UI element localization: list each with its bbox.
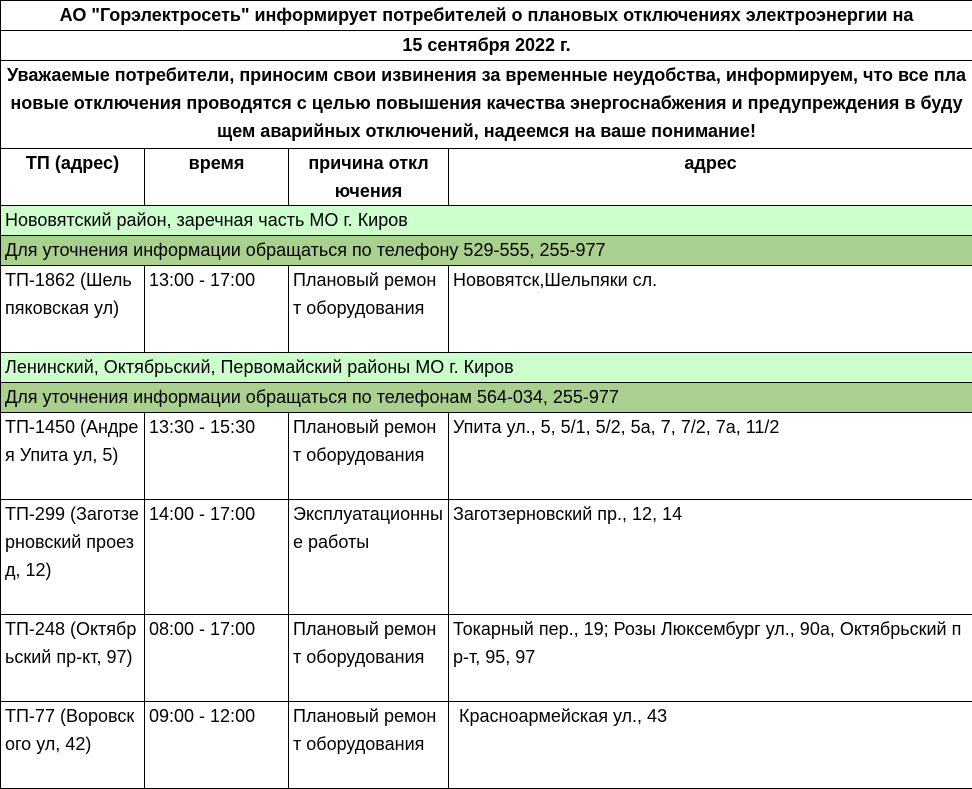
column-header-reason: причина отключения xyxy=(289,149,449,206)
apology-notice: Уважаемые потребители, приносим свои извинения за временные неудобства, информируем, что все плановые отключения проводятся с целью повышения качества энергоснабжения и предупреждения в будущем аварийных отключений, надеемся на ваше понимание! xyxy=(1,61,972,149)
column-header-address: адрес xyxy=(449,149,972,206)
table-row xyxy=(1,615,972,702)
table-row xyxy=(1,500,972,615)
column-header-tp: ТП (адрес) xyxy=(1,149,145,206)
cell-time: 14:00 - 17:00 xyxy=(145,500,289,615)
cell-time: 09:00 - 12:00 xyxy=(145,702,289,789)
district-label: Нововятский район, заречная часть МО г. Киров xyxy=(1,206,972,236)
cell-tp: ТП-299 (Заготзерновский проезд, 12) xyxy=(1,500,145,615)
phone-info: Для уточнения информации обращаться по телефону 529-555, 255-977 xyxy=(1,236,972,266)
cell-address: Нововятск,Шельпяки сл. xyxy=(449,266,972,353)
cell-tp: ТП-77 (Воровского ул, 42) xyxy=(1,702,145,789)
cell-tp: ТП-1450 (Андрея Упита ул, 5) xyxy=(1,413,145,500)
table-row xyxy=(1,413,972,500)
cell-address: Упита ул., 5, 5/1, 5/2, 5а, 7, 7/2, 7а, 11/2 xyxy=(449,413,972,500)
phone-row xyxy=(1,383,972,413)
title-row-1 xyxy=(1,1,972,31)
district-row xyxy=(1,353,972,383)
cell-reason: Плановый ремонт оборудования xyxy=(289,615,449,702)
cell-tp: ТП-248 (Октябрьский пр-кт, 97) xyxy=(1,615,145,702)
cell-tp: ТП-1862 (Шельпяковская ул) xyxy=(1,266,145,353)
phone-info: Для уточнения информации обращаться по телефонам 564-034, 255-977 xyxy=(1,383,972,413)
cell-time: 13:30 - 15:30 xyxy=(145,413,289,500)
district-row xyxy=(1,206,972,236)
district-label: Ленинский, Октябрьский, Первомайский районы МО г. Киров xyxy=(1,353,972,383)
cell-address: Красноармейская ул., 43 xyxy=(449,702,972,789)
title-row-2 xyxy=(1,31,972,61)
phone-row xyxy=(1,236,972,266)
cell-reason: Плановый ремонт оборудования xyxy=(289,702,449,789)
cell-reason: Плановый ремонт оборудования xyxy=(289,266,449,353)
column-header-time: время xyxy=(145,149,289,206)
cell-reason: Эксплуатационные работы xyxy=(289,500,449,615)
cell-address: Токарный пер., 19; Розы Люксембург ул., 90а, Октябрьский пр-т, 95, 97 xyxy=(449,615,972,702)
title-date: 15 сентября 2022 г. xyxy=(1,31,972,61)
column-header-row xyxy=(1,149,972,206)
cell-reason: Плановый ремонт оборудования xyxy=(289,413,449,500)
title-line-1: АО "Горэлектросеть" информирует потребителей о плановых отключениях электроэнергии на xyxy=(1,1,972,31)
notice-row xyxy=(1,61,972,149)
table-row xyxy=(1,702,972,789)
cell-address: Заготзерновский пр., 12, 14 xyxy=(449,500,972,615)
cell-time: 13:00 - 17:00 xyxy=(145,266,289,353)
cell-time: 08:00 - 17:00 xyxy=(145,615,289,702)
table-row xyxy=(1,266,972,353)
